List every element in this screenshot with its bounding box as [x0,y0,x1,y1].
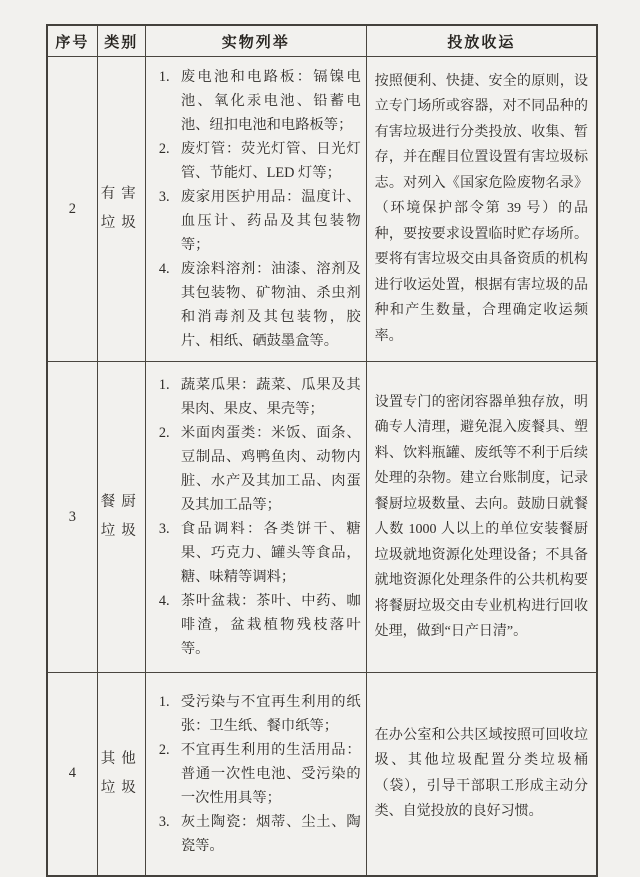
example-item: 受污染与不宜再生利用的纸张：卫生纸、餐巾纸等； [180,693,361,734]
category-label: 其他垃圾 [100,750,142,796]
serial-number: 2 [47,57,97,362]
serial-number: 4 [47,673,97,876]
example-item: 废电池和电路板：镉镍电池、氧化汞电池、铅蓄电池、纽扣电池和电路板等； [180,69,361,133]
example-item: 蔬菜瓜果：蔬菜、瓜果及其果肉、果皮、果壳等； [180,377,361,417]
disposal-cell [366,673,597,876]
example-item: 米面肉蛋类：米饭、面条、豆制品、鸡鸭鱼肉、动物内脏、水产及其加工品、肉蛋及其加工品等； [180,425,361,513]
example-item: 茶叶盆栽：茶叶、中药、咖啡渣，盆栽植物残枝落叶等。 [180,593,361,657]
example-item: 灰土陶瓷：烟蒂、尘土、陶瓷等。 [180,813,361,854]
example-item: 废涂料溶剂：油漆、溶剂及其包装物、矿物油、杀虫剂和消毒剂及其包装物，胶片、相纸、硒鼓墨盒等。 [180,261,361,349]
disposal-cell [366,57,597,362]
category-label: 餐厨垃圾 [100,494,142,539]
example-item: 食品调料：各类饼干、糖果、巧克力、罐头等食品，糖、味精等调料； [180,521,361,585]
examples-list [146,682,366,866]
header-col-examples: 实物列举 [145,25,366,57]
examples-list [146,365,366,669]
examples-cell [145,673,366,876]
table-row-kitchen-waste [47,362,597,673]
header-col-category: 类别 [97,25,145,57]
header-col-serial-number: 序号 [47,25,97,57]
examples-cell [145,362,366,673]
waste-classification-table [46,24,598,877]
table-row-hazardous-waste [47,57,597,362]
table-header-row [47,25,597,57]
examples-cell [145,57,366,362]
examples-list [146,57,366,361]
category-cell [97,362,145,673]
table-row-other-waste [47,673,597,876]
header-col-disposal: 投放收运 [366,25,597,57]
disposal-text: 设置专门的密闭容器单独存放，明确专人清理，避免混入废餐具、塑料、饮料瓶罐、废纸等不利于后续处理的杂物。建立台账制度，记录餐厨垃圾数量、去向。鼓励日就餐人数 1000 人以上的单位安装餐厨垃圾就地资源化处理设备；不具备就地资源化处理条件的公共机构要将餐厨垃圾交由专业机构进行回收处理，做到“日产日清”。 [374,394,588,639]
example-item: 废灯管：荧光灯管、日光灯管、节能灯、LED 灯等； [180,141,361,181]
disposal-cell [366,362,597,673]
category-cell [97,57,145,362]
disposal-text: 按照便利、快捷、安全的原则，设立专门场所或容器，对不同品种的有害垃圾进行分类投放、收集、暂存，并在醒目位置设置有害垃圾标志。对列入《国家危险废物名录》（环境保护部令第 39 号）的品种，要按要求设置临时贮存场所。要将有害垃圾交由具备资质的机构进行收运处置，根据有害垃圾的品种和产生数量，合理确定收运频率。 [374,73,588,344]
disposal-text: 在办公室和公共区域按照可回收垃圾、其他垃圾配置分类垃圾桶（袋），引导干部职工形成主动分类、自觉投放的良好习惯。 [374,727,588,820]
example-item: 废家用医护用品：温度计、血压计、药品及其包装物等； [180,189,361,253]
serial-number: 3 [47,362,97,673]
category-cell [97,673,145,876]
example-item: 不宜再生利用的生活用品：普通一次性电池、受污染的一次性用具等； [180,741,361,806]
category-label: 有害垃圾 [100,186,142,231]
